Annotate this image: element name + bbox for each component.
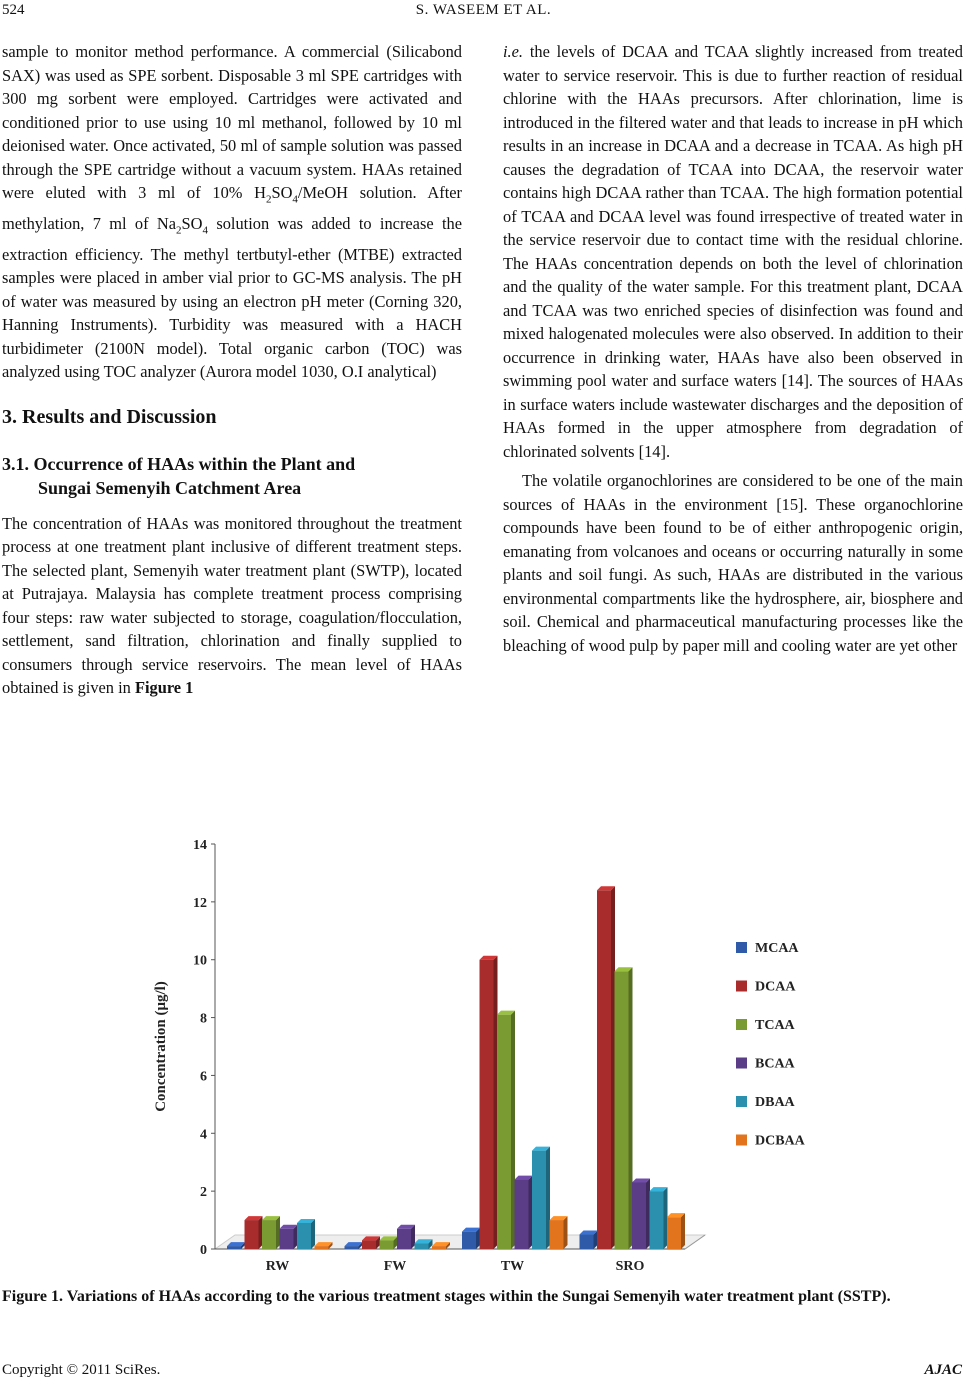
ie-abbrev: i.e. — [503, 42, 524, 61]
right-paragraph-2: The volatile organochlorines are considered to be one of the main sources of HAAs in the environment [15]. These organochlorine compounds have been found to be of either anthropogenic origin, emanating from volcanoes and oceans or occurring naturally in some plants and soil fungi. As such, HAAs are distributed in the various environmental compartments like the hydrosphere, air, biosphere and soil. Chemical and pharmaceutical manufacturing processes like the bleaching of wood pulp by paper mill and cooling water are yet other — [503, 471, 963, 655]
subscript: 2 — [265, 193, 272, 206]
bar-side — [411, 1225, 415, 1249]
bar-side — [646, 1178, 650, 1249]
paragraph-text-segment: solution was added to increase the extraction efficiency. The methyl tertbutyl-ether (MTBE) extracted samples were placed in amber vial prior to GC-MS analysis. The pH of water was measured by using an electron pH meter (Corning 320, Hanning Instruments). Turbidity was measured with a HACH turbidimeter (2100N model). Total organic carbon (TOC) was analyzed using TOC analyzer (Aurora model 1030, O.I analytical) — [2, 213, 462, 382]
y-tick-label: 12 — [193, 895, 207, 911]
bar-bcaa-sro — [632, 1182, 646, 1249]
y-tick-label: 2 — [200, 1185, 207, 1201]
legend-label-bcaa: BCAA — [755, 1056, 795, 1072]
y-tick-label: 4 — [200, 1127, 207, 1143]
bar-side — [629, 967, 633, 1249]
bar-tcaa-tw — [497, 1015, 511, 1249]
bar-side — [294, 1225, 298, 1249]
x-tick-label: RW — [265, 1259, 290, 1274]
bar-side — [276, 1216, 280, 1249]
bar-mcaa-tw — [462, 1232, 476, 1249]
bar-mcaa-sro — [580, 1235, 594, 1249]
y-tick-label: 8 — [200, 1011, 207, 1027]
legend-swatch-tcaa — [736, 1019, 747, 1030]
journal-name: AJAC — [924, 1362, 962, 1378]
subsection-heading — [2, 452, 462, 500]
bar-chart — [140, 832, 840, 1277]
bar-side — [681, 1213, 685, 1249]
bar-bcaa-fw — [397, 1229, 411, 1249]
left-paragraph-1 — [2, 40, 462, 384]
bar-tcaa-sro — [615, 971, 629, 1249]
x-tick-label: TW — [500, 1259, 525, 1274]
paragraph-text-segment: sample to monitor method performance. A commercial (Silicabond SAX) was used as SPE sorbent. Disposable 3 ml SPE cartridges with 300 mg sorbent were employed. Cartridges were activated and conditioned prior to use using 10 ml methanol, followed by 10 ml deionised water. Once activated, 50 ml of sample solution was passed through the SPE cartridge without a vacuum system. HAAs retained were eluted with 3 ml of 10% H — [2, 42, 462, 202]
bar-dbaa-fw — [415, 1243, 429, 1249]
section-heading: 3. Results and Discussion — [2, 405, 217, 428]
legend-label-mcaa: MCAA — [755, 941, 799, 956]
bar-side — [494, 956, 498, 1249]
bar-dcbaa-rw — [315, 1246, 329, 1249]
bar-side — [664, 1187, 668, 1249]
bar-dcbaa-sro — [667, 1217, 681, 1249]
chart-back-wall — [235, 832, 705, 1235]
y-tick-label: 0 — [200, 1243, 207, 1258]
x-tick-label: SRO — [615, 1259, 645, 1274]
right-column — [503, 40, 963, 657]
y-tick-label: 14 — [193, 838, 207, 853]
legend-label-tcaa: TCAA — [755, 1018, 795, 1033]
left-column — [2, 40, 462, 700]
bar-dcaa-tw — [480, 960, 494, 1249]
legend-label-dcbaa: DCBAA — [755, 1133, 805, 1149]
bar-tcaa-rw — [262, 1220, 276, 1249]
y-tick-label: 6 — [200, 1069, 207, 1085]
bar-dcbaa-fw — [432, 1246, 446, 1249]
y-axis-label: Concentration (μg/l) — [153, 981, 169, 1112]
bar-dbaa-tw — [532, 1151, 546, 1249]
bar-side — [511, 1011, 515, 1249]
bar-dcaa-fw — [362, 1240, 376, 1249]
bar-dcbaa-tw — [550, 1220, 564, 1249]
figure-1 — [140, 832, 840, 1277]
page-header — [0, 2, 967, 24]
bar-bcaa-tw — [515, 1180, 529, 1249]
figure-caption: Figure 1. Variations of HAAs according to the various treatment stages within the Sungai Semenyih water treatment plant (SSTP). — [2, 1288, 891, 1305]
page-number: 524 — [2, 2, 25, 18]
legend-swatch-dbaa — [736, 1096, 747, 1107]
right-paragraph-1 — [503, 40, 963, 463]
bar-mcaa-fw — [345, 1246, 359, 1249]
left-paragraph-2 — [2, 512, 462, 700]
legend-swatch-dcaa — [736, 981, 747, 992]
bar-side — [529, 1176, 533, 1249]
left-paragraph-2-text: The concentration of HAAs was monitored throughout the treatment process at one treatment plant inclusive of different treatment steps. The selected plant, Semenyih water treatment plant (SWTP), located at Putrajaya. Malaysia has complete treatment process comprising four steps: raw water subjected to storage, coagulation/flocculation, settlement, sand filtration, chlorination and finally supplied to consumers through service reservoirs. The mean level of HAAs obtained is given in — [2, 513, 462, 698]
legend-swatch-dcbaa — [736, 1135, 747, 1146]
bar-dbaa-rw — [297, 1223, 311, 1249]
subscript: 4 — [202, 224, 208, 237]
paragraph-text-segment: SO — [181, 213, 203, 233]
subscript: 2 — [176, 224, 182, 237]
bar-side — [311, 1219, 315, 1249]
paragraph-text-segment: SO — [271, 183, 293, 202]
legend-label-dcaa: DCAA — [755, 979, 796, 995]
paragraph-text-segment: /MeOH solution. After methylation, 7 ml of Na — [2, 183, 462, 233]
figure-reference-link[interactable]: Figure 1 — [134, 678, 194, 698]
y-tick-label: 10 — [193, 953, 207, 969]
subsection-heading-line-1: 3.1. Occurrence of HAAs within the Plant and — [2, 453, 356, 474]
legend-swatch-bcaa — [736, 1058, 747, 1069]
bar-side — [546, 1147, 550, 1249]
subscript: 4 — [292, 193, 298, 206]
subsection-heading-line-2: Sungai Semenyih Catchment Area — [38, 477, 302, 498]
bar-mcaa-rw — [227, 1246, 241, 1249]
running-head: S. WASEEM ET AL. — [415, 2, 552, 18]
copyright: Copyright © 2011 SciRes. — [2, 1362, 161, 1378]
bar-dbaa-sro — [650, 1191, 664, 1249]
bar-side — [564, 1216, 568, 1249]
bar-side — [259, 1216, 263, 1249]
bar-side — [611, 886, 615, 1249]
x-tick-label: FW — [383, 1259, 407, 1274]
bar-dcaa-rw — [245, 1220, 259, 1249]
right-paragraph-1-text: the levels of DCAA and TCAA slightly increased from treated water to service reservoir. This is due to further reaction of residual chlorine with the HAAs precursors. After chlorination, lime is introduced in the filtered water and that leads to increase in pH which results in an increase in DCAA and a decrease in TCAA. As high pH causes the degradation of TCAA into DCAA, the reservoir water contains high DCAA rather than TCAA. The high formation potential of TCAA and DCAA level was found irrespective of treated water in the service reservoir due to contact time with the residual chlorine. The HAAs concentration depends on both the level of chlorination and the quality of the water sample. For this treatment plant, DCAA and TCAA was two enriched species of disinfection was found and mixed halogenated molecules were also observed. In addition to their occurrence in drinking water, HAAs have also been observed in swimming pool water and surface waters [14]. The sources of HAAs in surface waters include wastewater discharges and the deposition of HAAs formed in the upper atmosphere from degradation of chlorinated solvents [14]. — [503, 42, 963, 461]
legend-swatch-mcaa — [736, 942, 747, 953]
bar-dcaa-sro — [597, 890, 611, 1249]
legend-label-dbaa: DBAA — [755, 1095, 795, 1110]
bar-tcaa-fw — [380, 1240, 394, 1249]
bar-bcaa-rw — [280, 1229, 294, 1249]
